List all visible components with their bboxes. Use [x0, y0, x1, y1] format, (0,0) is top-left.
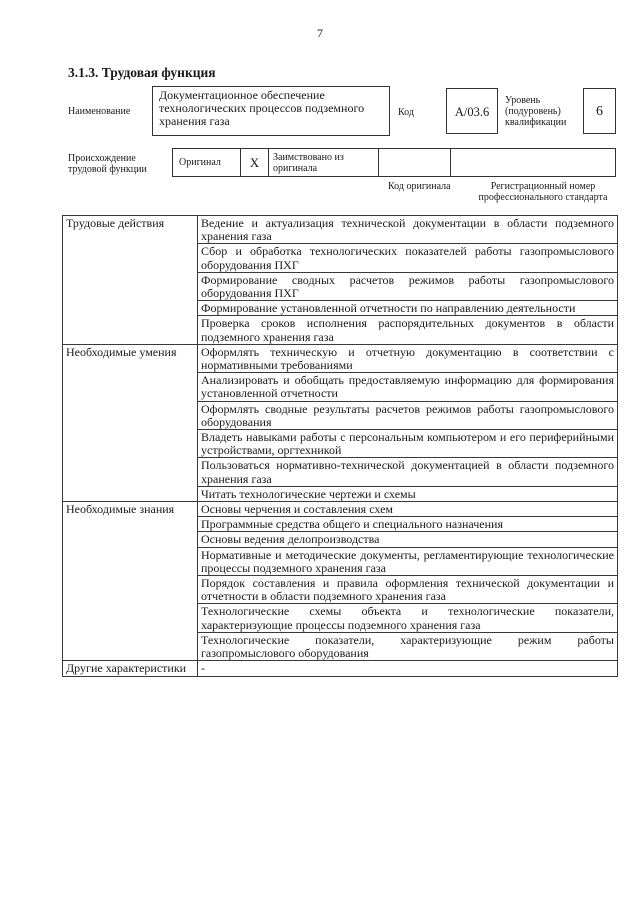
labor-actions-heading: Трудовые действия [63, 216, 198, 345]
level-value: 6 [596, 104, 603, 119]
table-row [63, 661, 618, 676]
function-name-value: Документационное обеспечение технологических процессов подземного хранения газа [159, 88, 365, 128]
page-number: 7 [317, 26, 323, 40]
original-mark-cell [241, 149, 269, 176]
table-row [63, 502, 618, 517]
required-knowledge-item: Основы ведения делопроизводства [198, 532, 618, 547]
origin-box [172, 148, 616, 177]
other-characteristics-heading: Другие характеристики [63, 661, 198, 676]
required-knowledge-item: Технологические показатели, характеризующие режим работы газопромыслового оборудования [198, 632, 618, 660]
name-label: Наименование [68, 106, 131, 117]
level-label-line: квалификации [505, 117, 567, 128]
origin-label-line: Происхождение [68, 153, 136, 164]
original-code-caption: Код оригинала [388, 181, 451, 192]
code-box [446, 88, 498, 134]
other-characteristics-item: - [198, 661, 618, 676]
required-skills-item: Анализировать и обобщать предоставляемую информацию для формирования установленной отчетности [198, 373, 618, 401]
required-skills-item: Оформлять техническую и отчетную документацию в соответствии с нормативными требованиями [198, 344, 618, 372]
table-row [63, 216, 618, 244]
required-knowledge-item: Программные средства общего и специального назначения [198, 517, 618, 532]
section-title: 3.1.3. Трудовая функция [68, 65, 216, 80]
borrowed-cell [269, 149, 379, 176]
level-label-line: Уровень [505, 95, 541, 106]
required-skills-item: Читать технологические чертежи и схемы [198, 486, 618, 501]
required-skills-item: Пользоваться нормативно-технической документацией в области подземного хранения газа [198, 458, 618, 486]
labor-actions-item: Формирование сводных расчетов режимов работы газопромыслового оборудования ПХГ [198, 272, 618, 300]
required-knowledge-item: Порядок составления и правила оформления технической документации и отчетности в области подземного хранения газа [198, 576, 618, 604]
function-name-box [152, 86, 390, 136]
borrowed-label-line: оригинала [273, 163, 318, 174]
labor-actions-item: Проверка сроков исполнения распорядительных документов в области подземного хранения газа [198, 316, 618, 344]
code-label: Код [398, 107, 414, 118]
original-cell [173, 149, 241, 176]
original-code-cell [379, 149, 451, 176]
labor-actions-item: Формирование установленной отчетности по направлению деятельности [198, 301, 618, 316]
registration-caption-line: Регистрационный номер [490, 181, 596, 192]
level-label-line: (подуровень) [505, 106, 561, 117]
original-mark: X [249, 155, 260, 170]
required-knowledge-item: Основы черчения и составления схем [198, 502, 618, 517]
code-value: А/03.6 [454, 105, 490, 119]
required-skills-heading: Необходимые умения [63, 344, 198, 501]
labor-actions-item: Сбор и обработка технологических показателей работы газопромыслового оборудования ПХГ [198, 244, 618, 272]
level-box [583, 88, 616, 134]
labor-actions-item: Ведение и актуализация технической документации в области подземного хранения газа [198, 216, 618, 244]
required-knowledge-item: Технологические схемы объекта и технологические показатели, характеризующие процессы подземного хранения газа [198, 604, 618, 632]
registration-caption-line: профессионального стандарта [478, 192, 608, 203]
original-label: Оригинал [179, 157, 221, 168]
origin-label [68, 153, 147, 175]
table-row [63, 344, 618, 372]
required-knowledge-heading: Необходимые знания [63, 502, 198, 661]
level-label [505, 95, 566, 128]
required-skills-item: Оформлять сводные результаты расчетов режимов работы газопромыслового оборудования [198, 401, 618, 429]
borrowed-label-line: Заимствовано из [273, 152, 344, 163]
required-skills-item: Владеть навыками работы с персональным компьютером и его периферийными устройствами, оргтехникой [198, 430, 618, 458]
registration-number-caption [473, 181, 613, 203]
function-details-table [62, 215, 618, 677]
required-knowledge-item: Нормативные и методические документы, регламентирующие технологические процессы подземного хранения газа [198, 547, 618, 575]
registration-number-cell [451, 149, 615, 176]
origin-label-line: трудовой функции [68, 164, 147, 175]
